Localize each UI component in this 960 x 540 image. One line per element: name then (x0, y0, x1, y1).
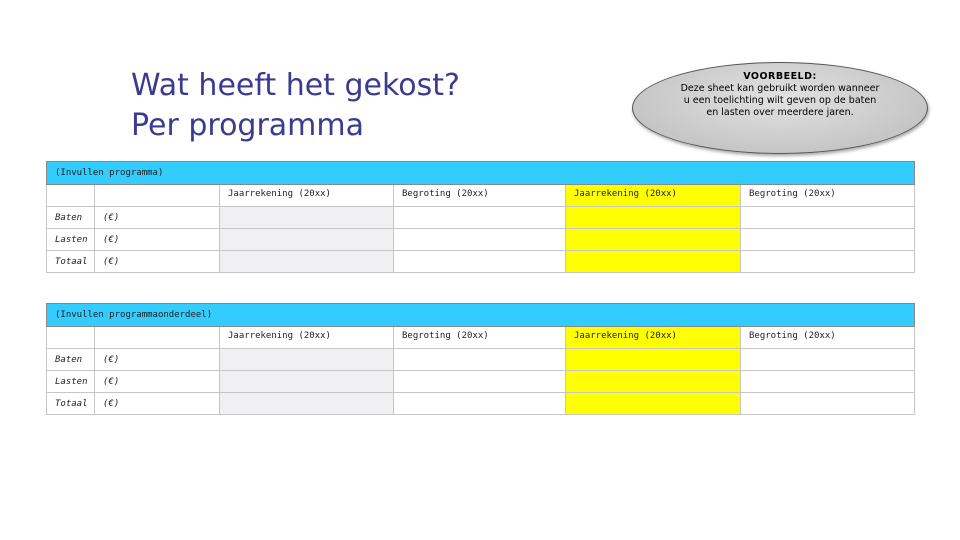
empty-cell[interactable] (95, 327, 220, 349)
value-cell[interactable] (741, 251, 915, 273)
value-cell[interactable] (220, 229, 394, 251)
column-header-begroting-1[interactable]: Begroting (20xx) (394, 327, 566, 349)
value-cell[interactable] (566, 393, 741, 415)
table-row (47, 371, 915, 393)
empty-cell[interactable] (47, 185, 95, 207)
row-label-lasten[interactable]: Lasten (47, 229, 95, 251)
value-cell[interactable] (394, 349, 566, 371)
table-heading[interactable]: (Invullen programma) (47, 162, 915, 185)
table-heading-row (47, 162, 915, 185)
table-row (47, 207, 915, 229)
row-unit[interactable]: (€) (95, 207, 220, 229)
value-cell[interactable] (566, 207, 741, 229)
value-cell[interactable] (394, 229, 566, 251)
table-row (47, 229, 915, 251)
value-cell[interactable] (741, 371, 915, 393)
value-cell[interactable] (741, 349, 915, 371)
value-cell[interactable] (394, 251, 566, 273)
column-header-begroting-2[interactable]: Begroting (20xx) (741, 185, 915, 207)
column-header-jaarrekening-2[interactable]: Jaarrekening (20xx) (566, 185, 741, 207)
callout-heading: VOORBEELD: (743, 71, 817, 82)
row-label-totaal[interactable]: Totaal (47, 251, 95, 273)
page-title-line-1: Wat heeft het gekost? (131, 68, 460, 103)
callout-text: Deze sheet kan gebruikt worden wanneer u een toelichting wilt geven op de baten en lasten over meerdere jaren. (680, 83, 880, 118)
row-unit[interactable]: (€) (95, 371, 220, 393)
value-cell[interactable] (220, 371, 394, 393)
page-title-line-2: Per programma (131, 108, 365, 143)
value-cell[interactable] (741, 393, 915, 415)
table-row (47, 349, 915, 371)
value-cell[interactable] (741, 229, 915, 251)
column-header-row (47, 185, 915, 207)
value-cell[interactable] (394, 393, 566, 415)
value-cell[interactable] (566, 229, 741, 251)
value-cell[interactable] (220, 393, 394, 415)
empty-cell[interactable] (95, 185, 220, 207)
column-header-begroting-2[interactable]: Begroting (20xx) (741, 327, 915, 349)
column-header-begroting-1[interactable]: Begroting (20xx) (394, 185, 566, 207)
value-cell[interactable] (394, 207, 566, 229)
row-unit[interactable]: (€) (95, 349, 220, 371)
column-header-jaarrekening-1[interactable]: Jaarrekening (20xx) (220, 185, 394, 207)
row-label-lasten[interactable]: Lasten (47, 371, 95, 393)
table-heading[interactable]: (Invullen programmaonderdeel) (47, 304, 915, 327)
programmaonderdeel-table (46, 303, 915, 415)
value-cell[interactable] (220, 349, 394, 371)
value-cell[interactable] (566, 251, 741, 273)
table-row (47, 251, 915, 273)
value-cell[interactable] (394, 371, 566, 393)
column-header-row (47, 327, 915, 349)
row-unit[interactable]: (€) (95, 251, 220, 273)
page-title (131, 66, 460, 146)
row-label-totaal[interactable]: Totaal (47, 393, 95, 415)
table-heading-row (47, 304, 915, 327)
column-header-jaarrekening-2[interactable]: Jaarrekening (20xx) (566, 327, 741, 349)
row-unit[interactable]: (€) (95, 229, 220, 251)
value-cell[interactable] (566, 349, 741, 371)
value-cell[interactable] (220, 251, 394, 273)
value-cell[interactable] (566, 371, 741, 393)
value-cell[interactable] (741, 207, 915, 229)
table-row (47, 393, 915, 415)
column-header-jaarrekening-1[interactable]: Jaarrekening (20xx) (220, 327, 394, 349)
programma-table (46, 161, 915, 273)
example-callout (632, 62, 928, 154)
row-unit[interactable]: (€) (95, 393, 220, 415)
empty-cell[interactable] (47, 327, 95, 349)
row-label-baten[interactable]: Baten (47, 349, 95, 371)
value-cell[interactable] (220, 207, 394, 229)
row-label-baten[interactable]: Baten (47, 207, 95, 229)
